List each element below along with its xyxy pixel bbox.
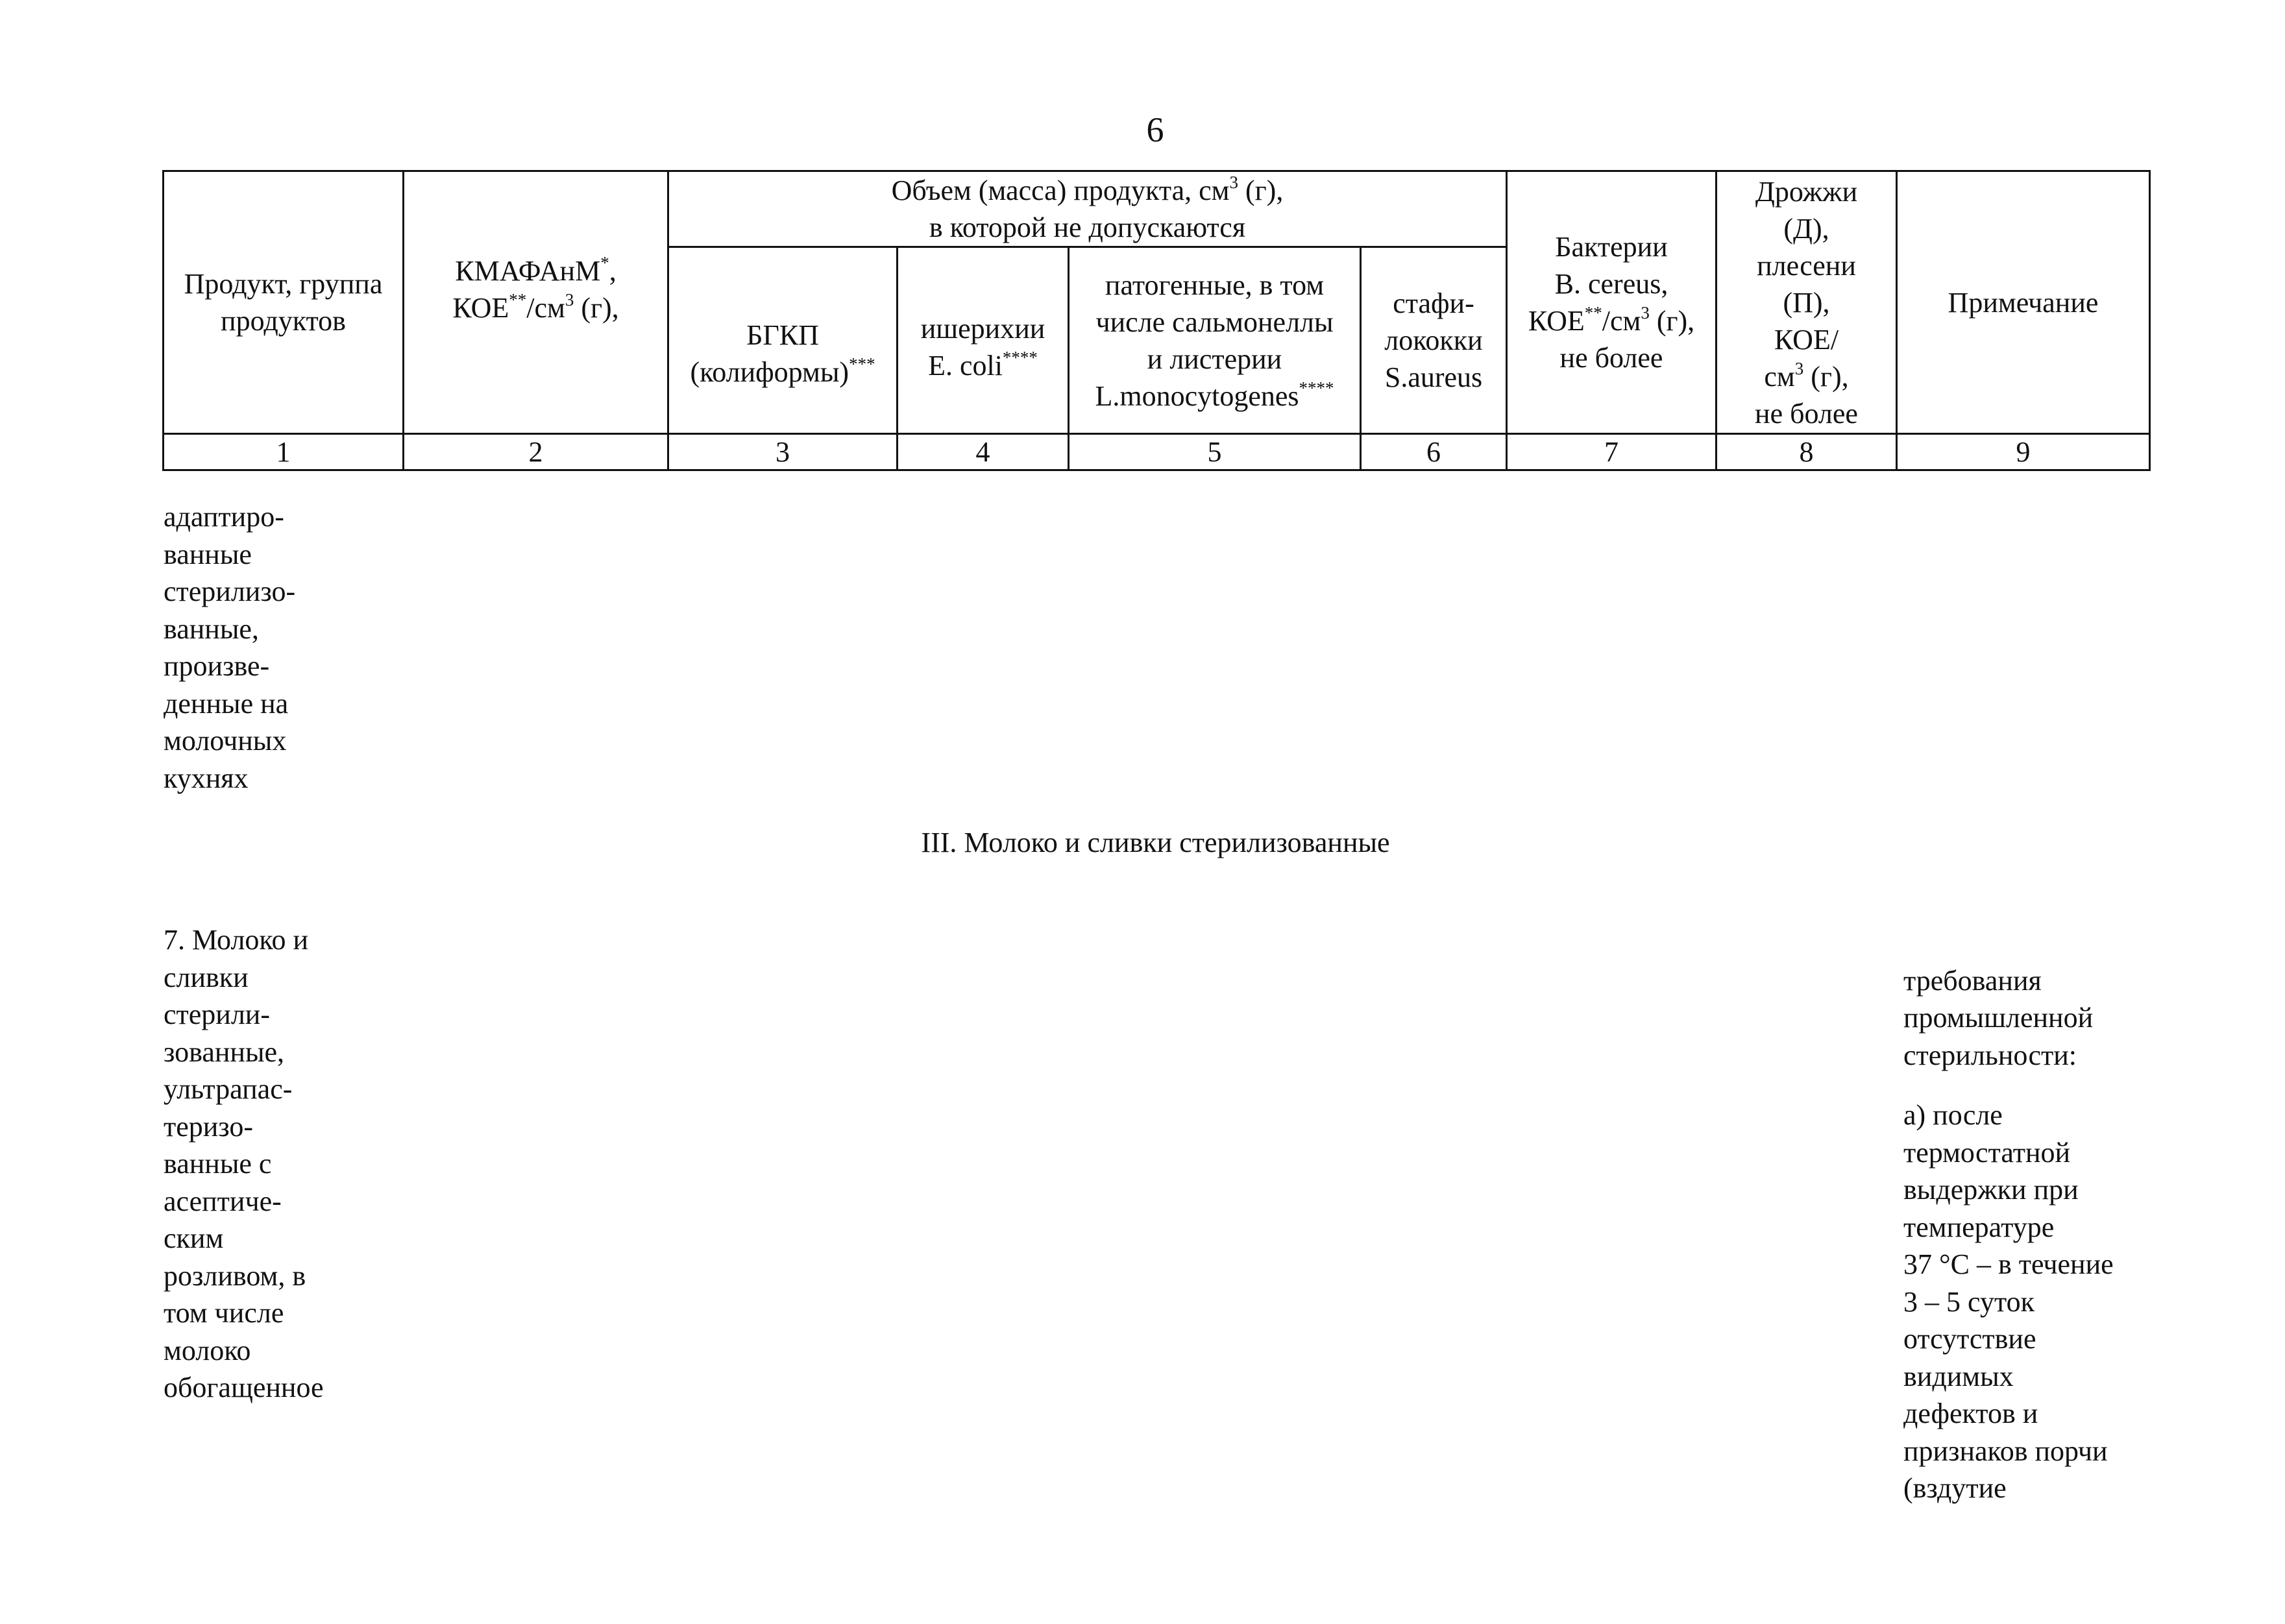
column-number: 5 — [1069, 434, 1361, 470]
col-header-product: Продукт, группа продуктов — [164, 171, 404, 434]
column-number-row — [164, 434, 2150, 470]
col-header-note: Примечание — [1897, 171, 2150, 434]
table-header — [162, 170, 2151, 471]
row7-note — [1903, 925, 2114, 1544]
col-header-group-volume: Объем (масса) продукта, $см^3$ (г), в которой не допускаются — [668, 171, 1507, 247]
section-title: III. Молоко и сливки стерилизованные — [921, 827, 1390, 858]
col-header-bcereus: Бактерии B. cereus, $КОЕ^{**}/см^3$ (г), не более — [1507, 171, 1717, 434]
col-header-yeast-mold: Дрожжи (Д), плесени (П), КОЕ/ $см^3$ (г), не более — [1717, 171, 1897, 434]
continued-product-text: адаптиро- ванные стерилизо- ванные, произве- денные на молочных кухнях — [164, 501, 296, 794]
column-number: 9 — [1897, 434, 2150, 470]
row7-note-item-a: а) после термостатной выдержки при температуре 37 °С – в течение 3 – 5 суток отсутствие видимых дефектов и признаков порчи (вздутие — [1903, 1099, 2114, 1504]
column-number: 1 — [164, 434, 404, 470]
column-number: 3 — [668, 434, 898, 470]
col-header-staph: стафи- лококки S.aureus — [1361, 247, 1507, 434]
page-number: 6 — [1146, 110, 1164, 149]
column-number: 8 — [1717, 434, 1897, 470]
row7-product-name: 7. Молоко и сливки стерили- зованные, ультрапас- теризо- ванные с асептиче- ским розливом, в том числе молоко обогащенное — [164, 924, 324, 1403]
col-header-ecoli: ишерихии E. coli**** — [898, 247, 1069, 434]
column-number: 7 — [1507, 434, 1717, 470]
column-number: 4 — [898, 434, 1069, 470]
col-header-bgkp: БГКП (колиформы)*** — [668, 247, 898, 434]
column-number: 2 — [404, 434, 668, 470]
col-header-kmafanm: КМАФАнМ*, $КОЕ^{**}/см^3$ (г), — [404, 171, 668, 434]
column-number: 6 — [1361, 434, 1507, 470]
row7-note-requirements: требования промышленной стерильности: — [1903, 964, 2094, 1071]
col-header-pathogens: патогенные, в том числе сальмонеллы и листерии L.monocytogenes**** — [1069, 247, 1361, 434]
